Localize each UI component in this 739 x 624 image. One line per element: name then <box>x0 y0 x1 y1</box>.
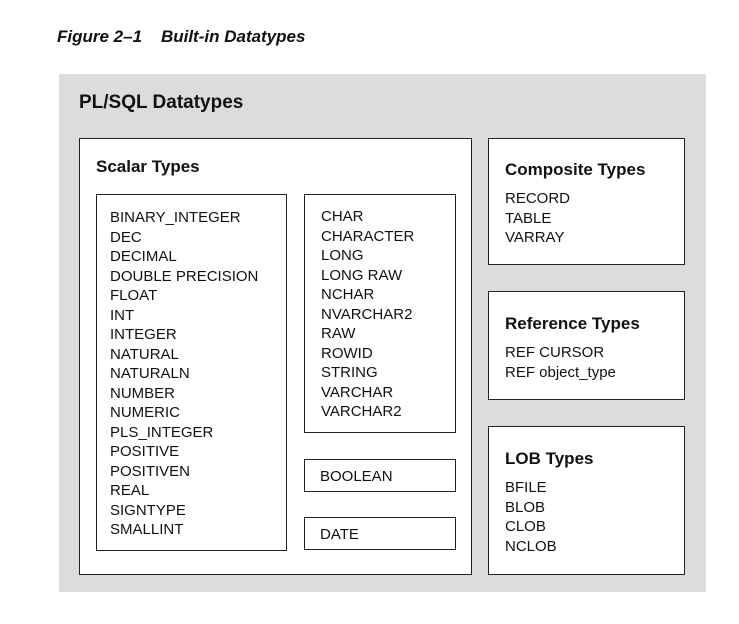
character-type-item: STRING <box>321 364 378 381</box>
numeric-type-item: INTEGER <box>110 326 177 343</box>
numeric-type-item: DEC <box>110 228 142 246</box>
numeric-type-item: REAL <box>110 482 150 499</box>
numeric-type-item: NUMERIC <box>110 404 180 421</box>
numeric-type-item: INT <box>110 306 135 324</box>
character-type-item: CHAR <box>321 208 364 225</box>
numeric-type-item: BINARY_INTEGER <box>110 209 241 226</box>
reference-type-item: REF CURSOR <box>505 344 605 361</box>
numeric-type-item: PLS_INTEGER <box>110 423 214 441</box>
composite-type-item: RECORD <box>505 190 571 207</box>
lob-type-item: CLOB <box>505 518 546 535</box>
figure-caption <box>57 27 305 47</box>
character-type-item: LONG <box>321 247 364 264</box>
character-types-list <box>321 207 414 422</box>
composite-type-item: TABLE <box>505 209 552 227</box>
reference-type-item: REF object_type <box>505 363 616 381</box>
character-type-item: ROWID <box>321 344 373 362</box>
boolean-type-label: BOOLEAN <box>320 468 393 485</box>
lob-types-title: LOB Types <box>505 449 594 468</box>
numeric-type-item: SMALLINT <box>110 521 184 538</box>
composite-types-title: Composite Types <box>505 160 646 179</box>
character-type-item: VARCHAR <box>321 383 394 401</box>
panel-title: PL/SQL Datatypes <box>79 92 244 113</box>
numeric-type-item: NUMBER <box>110 384 176 402</box>
character-type-item: LONG RAW <box>321 266 403 284</box>
numeric-type-item: NATURALN <box>110 365 190 382</box>
date-type-label: DATE <box>320 526 359 543</box>
figure-number: Figure 2–1 <box>57 27 143 46</box>
reference-types-title: Reference Types <box>505 314 640 333</box>
numeric-type-item: NATURAL <box>110 345 179 363</box>
lob-type-item: BLOB <box>505 498 546 516</box>
composite-type-item: VARRAY <box>505 229 565 246</box>
numeric-type-item: POSITIVEN <box>110 462 191 480</box>
composite-types-list <box>505 189 570 248</box>
numeric-type-item: POSITIVE <box>110 443 180 460</box>
character-type-item: NCHAR <box>321 286 375 303</box>
figure-title: Built-in Datatypes <box>160 27 306 46</box>
character-type-item: VARCHAR2 <box>321 403 402 420</box>
character-type-item: NVARCHAR2 <box>321 305 413 323</box>
numeric-type-item: SIGNTYPE <box>110 501 186 519</box>
character-type-item: RAW <box>321 325 356 342</box>
character-type-item: CHARACTER <box>321 227 415 245</box>
reference-types-list <box>505 343 616 382</box>
numeric-type-item: DECIMAL <box>110 248 177 265</box>
numeric-type-item: FLOAT <box>110 287 158 304</box>
numeric-types-list <box>110 208 258 540</box>
lob-types-list <box>505 478 557 556</box>
lob-type-item: BFILE <box>505 479 547 496</box>
lob-type-item: NCLOB <box>505 537 557 555</box>
numeric-type-item: DOUBLE PRECISION <box>110 267 259 285</box>
scalar-types-title: Scalar Types <box>96 157 200 176</box>
